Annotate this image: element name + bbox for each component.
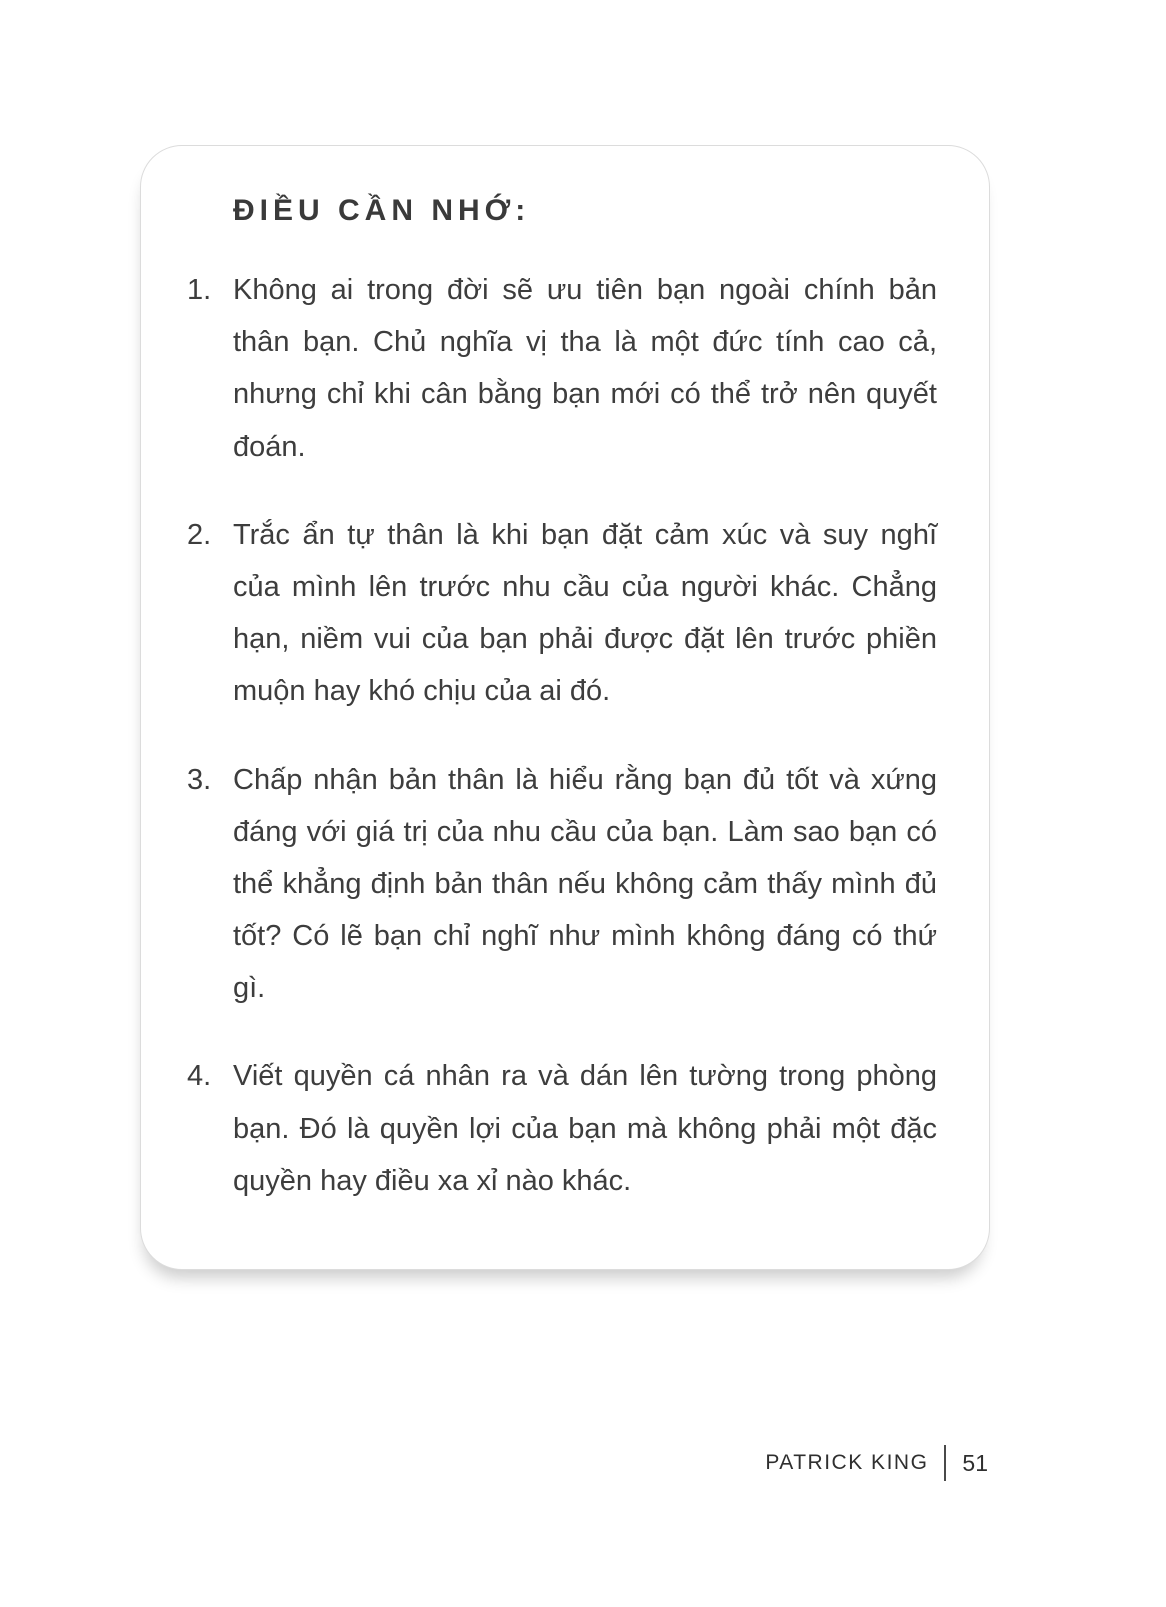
footer-author: PATRICK KING (765, 1451, 929, 1474)
list-item-text: Không ai trong đời sẽ ưu tiên bạn ngoài chính bản thân bạn. Chủ nghĩa vị tha là một đức tính cao cả, nhưng chỉ khi cân bằng bạn mới có thể trở nên quyết đoán. (233, 274, 937, 463)
list-item-number: 2. (187, 518, 212, 551)
footer-page-number: 51 (962, 1449, 988, 1476)
list-item-number: 4. (187, 1060, 212, 1093)
list-item (187, 509, 937, 718)
list-item (187, 1050, 937, 1207)
list-item-text: Viết quyền cá nhân ra và dán lên tường trong phòng bạn. Đó là quyền lợi của bạn mà không phải một đặc quyền hay điều xa xỉ nào khác. (233, 1060, 937, 1197)
list-item-number: 1. (187, 274, 212, 306)
list-item (187, 264, 937, 473)
remember-callout-box (140, 145, 990, 1270)
callout-heading: ĐIỀU CẦN NHỚ: (233, 194, 531, 227)
list-item-text: Trắc ẩn tự thân là khi bạn đặt cảm xúc và suy nghĩ của mình lên trước nhu cầu của người khác. Chẳng hạn, niềm vui của bạn phải được đặt lên trước phiền muộn hay khó chịu của ai đó. (233, 518, 937, 708)
list-item-number: 3. (187, 763, 212, 796)
page-footer (765, 1445, 988, 1481)
remember-list (187, 264, 937, 1207)
list-item (187, 754, 937, 1015)
footer-divider (944, 1445, 946, 1481)
list-item-text: Chấp nhận bản thân là hiểu rằng bạn đủ tốt và xứng đáng với giá trị của nhu cầu của bạn. Làm sao bạn có thể khẳng định bản thân nếu không cảm thấy mình đủ tốt? Có lẽ bạn chỉ nghĩ như mình không đáng có thứ gì. (233, 763, 937, 1005)
